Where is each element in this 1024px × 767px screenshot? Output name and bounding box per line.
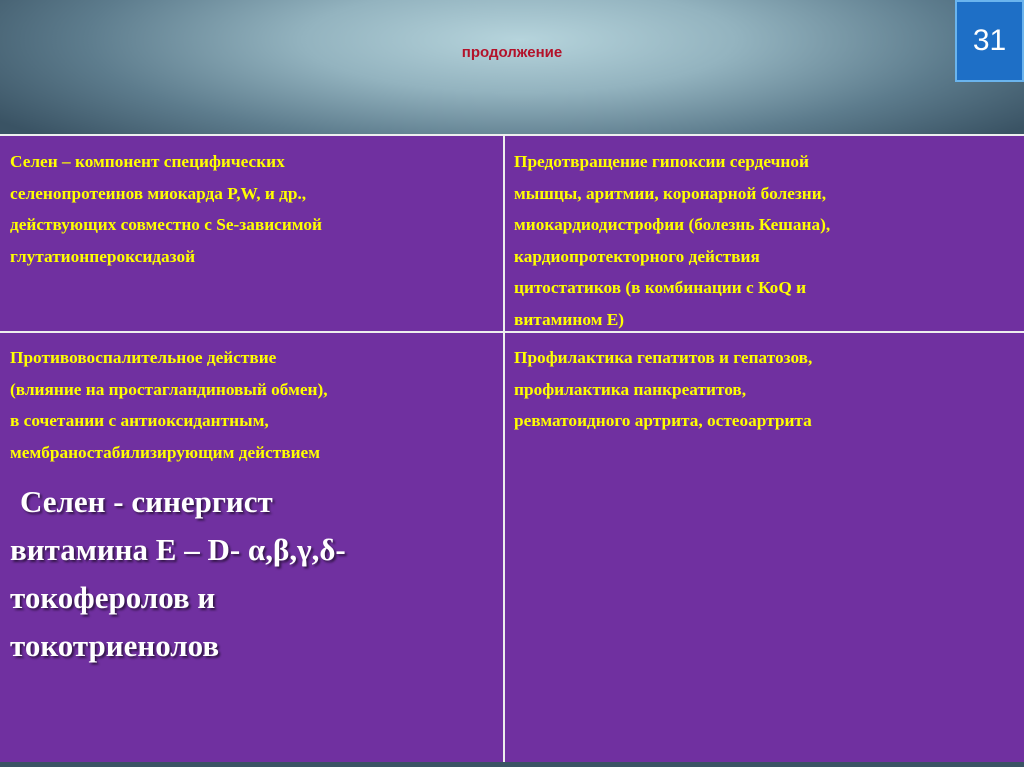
text-line: (влияние на простагландиновый обмен), bbox=[10, 379, 328, 399]
highlight-line: токотриенолов bbox=[10, 628, 220, 663]
table-cell-r1-left bbox=[10, 146, 500, 272]
text-line: в сочетании с антиоксидантным, bbox=[10, 411, 269, 430]
text-line: Противовоспалительное действие bbox=[10, 348, 277, 367]
table-cell-r1-right bbox=[514, 146, 1014, 335]
content-table bbox=[0, 134, 1024, 762]
text-line: Предотвращение гипоксии сердечной bbox=[514, 152, 809, 171]
text-line: Профилактика гепатитов и гепатозов, bbox=[514, 348, 813, 367]
highlight-line: витамина Е – D- α,β,γ,δ- bbox=[10, 532, 346, 567]
bottom-bar bbox=[0, 762, 1024, 767]
text-line: селенопротеинов миокарда P,W, и др., bbox=[10, 183, 307, 203]
text-line: действующих совместно с Se-зависимой bbox=[10, 215, 322, 234]
text-line: цитостатиков (в комбинации с КоQ и bbox=[514, 278, 807, 297]
highlight-line: токоферолов и bbox=[10, 580, 216, 615]
text-line: Селен – компонент специфических bbox=[10, 152, 285, 171]
column-divider bbox=[503, 136, 505, 762]
text-line: ревматоидного артрита, остеоартрита bbox=[514, 411, 812, 430]
text-line: глутатионпероксидазой bbox=[10, 246, 196, 266]
text-line: мышцы, аритмии, коронарной болезни, bbox=[514, 183, 827, 203]
highlight-text bbox=[10, 478, 500, 670]
slide-header bbox=[0, 0, 1024, 134]
highlight-line: Селен - синергист bbox=[20, 484, 273, 519]
page-number-badge: 31 bbox=[955, 0, 1024, 82]
text-line: кардиопротекторного действия bbox=[514, 246, 760, 266]
table-cell-r2-right bbox=[514, 342, 1014, 437]
text-line: мембраностабилизирующим действием bbox=[10, 442, 320, 462]
text-line: миокардиодистрофии (болезнь Кешана), bbox=[514, 215, 831, 234]
text-line: профилактика панкреатитов, bbox=[514, 379, 747, 399]
slide-title: продолжение bbox=[461, 44, 563, 61]
text-line: витамином Е) bbox=[514, 309, 624, 329]
table-cell-r2-left bbox=[10, 342, 500, 468]
